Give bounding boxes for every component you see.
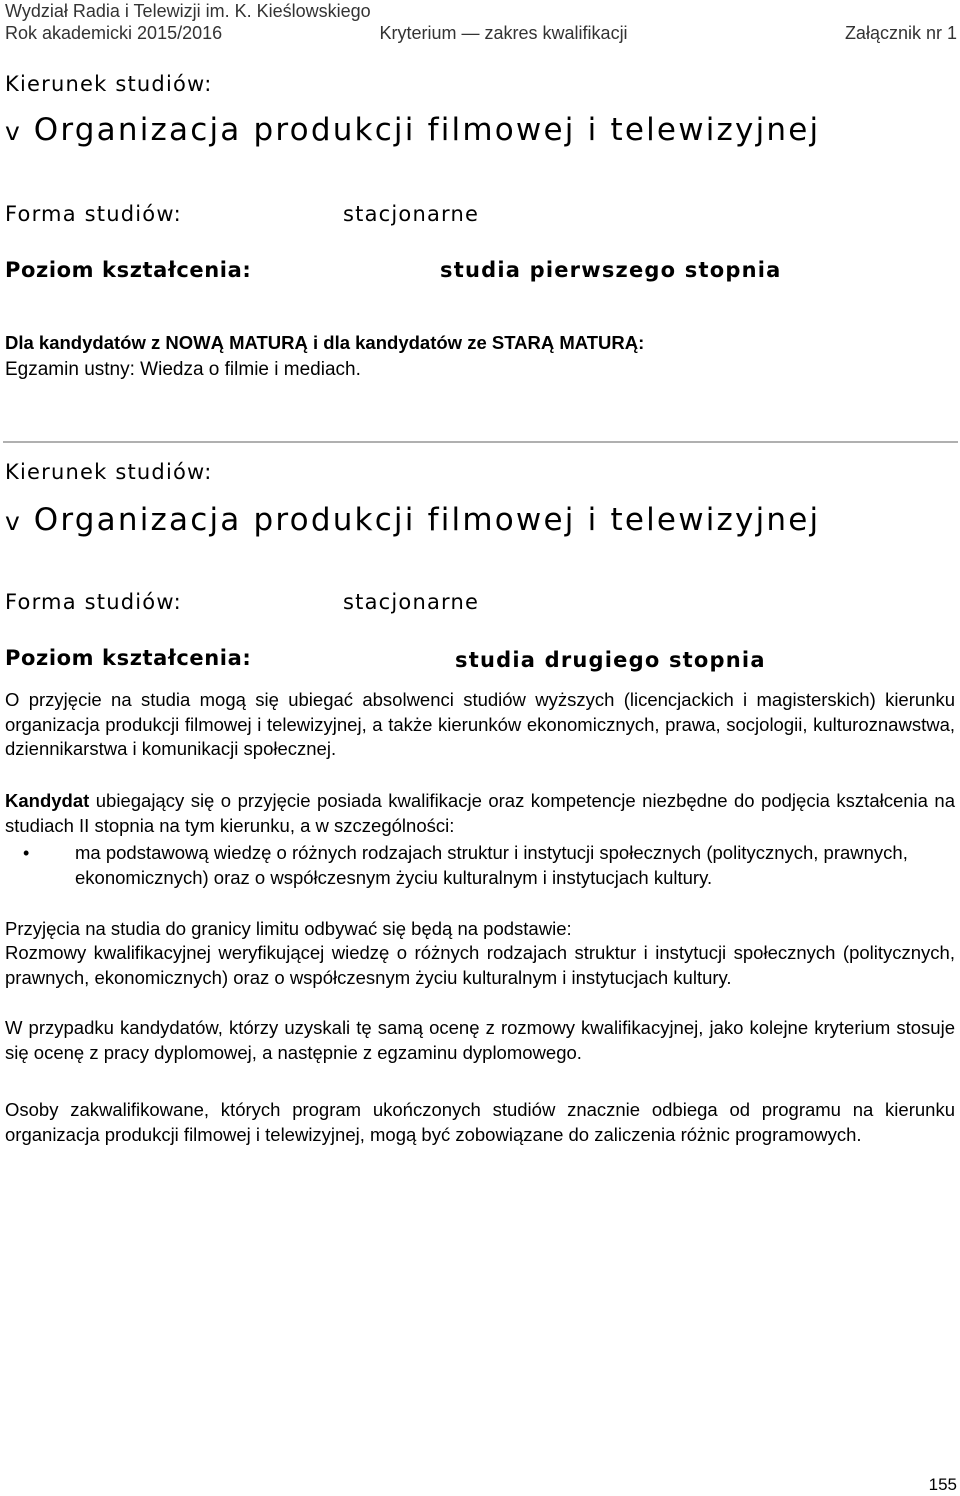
section-divider (3, 441, 958, 443)
section1-candidates-heading: Dla kandydatów z NOWĄ MATURĄ i dla kandydatów ze STARĄ MATURĄ: (5, 332, 645, 353)
section2-poziom-value: studia drugiego stopnia (455, 648, 766, 672)
section2-candidate-paragraph (5, 789, 955, 838)
page-header (5, 0, 957, 44)
section2-forma-value: stacjonarne (343, 590, 480, 614)
attachment-label: Załącznik nr 1 (844, 23, 957, 43)
section2-qualified-note: Osoby zakwalifikowane, których program ukończonych studiów znacznie odbiega od programu na kierunku organizacja produkcji filmowej i telewizyjnej, mogą być zobowiązane do zaliczenia różnic programowych. (5, 1099, 955, 1145)
section2-tie-break: W przypadku kandydatów, którzy uzyskali tę samą ocenę z rozmowy kwalifikacyjnej, jako kolejne kryterium stosuje się ocenę z pracy dyplomowej, a następnie z egzaminu dyplomowego. (5, 1017, 955, 1063)
header-meta-row (5, 22, 957, 44)
section2-forma-label: Forma studiów: (5, 590, 182, 614)
list-item (5, 841, 955, 890)
section1-check-marker: v (5, 117, 20, 146)
section2-kierunek-label: Kierunek studiów: (5, 460, 213, 484)
criterion-label: Kryterium — zakres kwalifikacji (379, 23, 628, 43)
section2-poziom-label: Poziom kształcenia: (5, 646, 252, 670)
section2-kierunek-name: Organizacja produkcji filmowej i telewizyjnej (33, 502, 821, 538)
section2-bullet-list (5, 841, 955, 890)
section2-kierunek-title (5, 502, 955, 538)
institution-name: Wydział Radia i Telewizji im. K. Kieślowskiego (5, 1, 371, 21)
section1-forma-label: Forma studiów: (5, 202, 182, 226)
section1-poziom-value: studia pierwszego stopnia (440, 258, 782, 282)
candidate-bold: Kandydat (5, 790, 90, 811)
section2-admission-basis: Rozmowy kwalifikacyjnej weryfikującej wiedzę o różnych rodzajach struktur i instytucji społecznych (politycznych, prawnych, ekonomicznych) oraz o współczesnym życiu kulturalnym i instytucjach kultury. (5, 942, 955, 988)
section1-forma-value: stacjonarne (343, 202, 480, 226)
section1-poziom-label: Poziom kształcenia: (5, 258, 252, 282)
section2-admission-intro: Przyjęcia na studia do granicy limitu odbywać się będą na podstawie: (5, 918, 572, 939)
bullet-item-text: ma podstawową wiedzę o różnych rodzajach struktur i instytucji społecznych (politycznych, prawnych, ekonomicznych) oraz o współczesnym życiu kulturalnym i instytucjach kultury. (75, 842, 908, 888)
section1-exam-text: Egzamin ustny: Wiedza o filmie i mediach. (5, 359, 361, 380)
academic-year: Rok akademicki 2015/2016 (5, 23, 223, 43)
section1-kierunek-name: Organizacja produkcji filmowej i telewizyjnej (33, 112, 821, 148)
section2-check-marker: v (5, 507, 20, 536)
page-number: 155 (928, 1475, 957, 1494)
bullet-icon: • (23, 843, 30, 863)
section2-eligibility: O przyjęcie na studia mogą się ubiegać absolwenci studiów wyższych (licencjackich i magisterskich) kierunku organizacja produkcji filmowej i telewizyjnej, a także kierunków ekonomicznych, prawa, socjologii, kulturoznawstwa, dziennikarstwa i komunikacji społecznej. (5, 689, 955, 759)
candidate-text: ubiegający się o przyjęcie posiada kwalifikacje oraz kompetencje niezbędne do podjęcia kształcenia na studiach II stopnia na tym kierunku, a w szczególności: (5, 790, 955, 836)
section1-kierunek-label: Kierunek studiów: (5, 72, 213, 96)
section1-kierunek-title (5, 112, 955, 148)
